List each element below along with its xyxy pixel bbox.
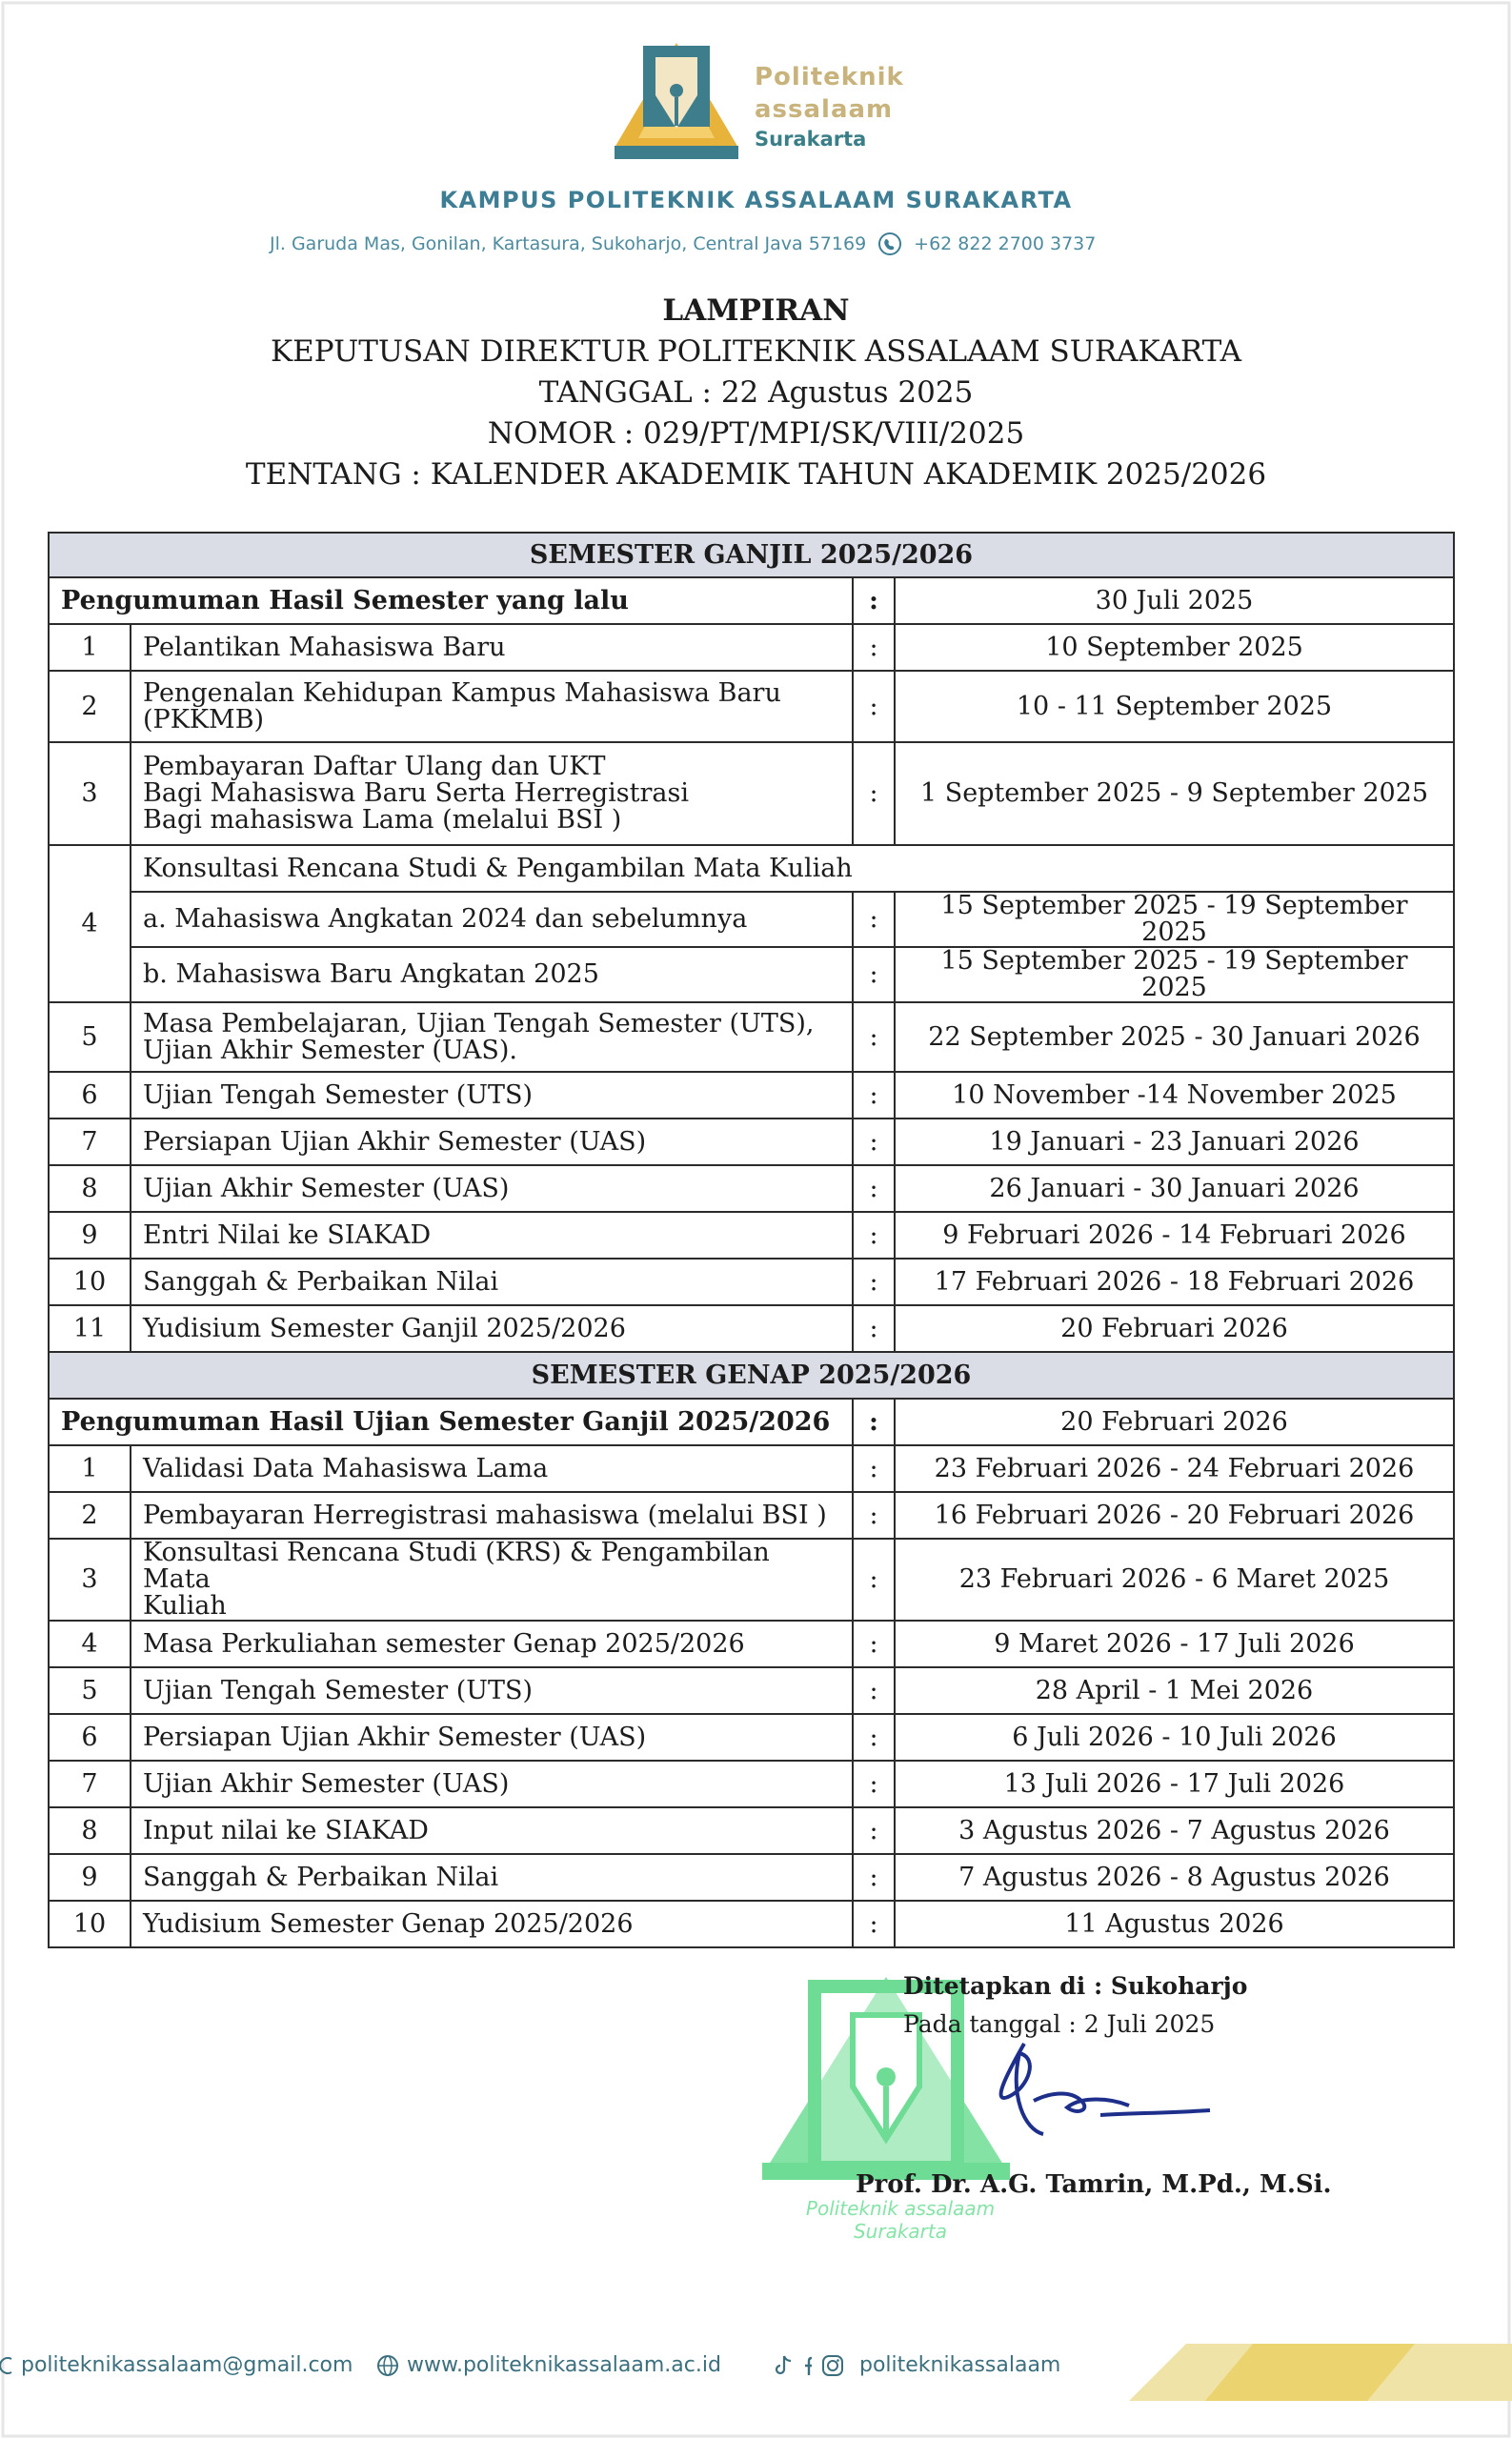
table-row — [49, 671, 1454, 742]
activity — [131, 671, 853, 742]
activity: Yudisium Semester Ganjil 2025/2026 — [131, 1305, 853, 1352]
row-number: 1 — [49, 1445, 131, 1492]
colon: : — [853, 577, 895, 624]
colon: : — [853, 742, 895, 845]
logo-text-line1: Politeknik — [755, 63, 904, 91]
activity-line: Ujian Akhir Semester (UAS). — [143, 1035, 518, 1065]
table-row — [49, 624, 1454, 671]
table-row — [49, 1072, 1454, 1119]
activity: Konsultasi Rencana Studi & Pengambilan Mata Kuliah — [131, 845, 1454, 892]
colon: : — [853, 1807, 895, 1854]
date-range: 20 Februari 2026 — [895, 1305, 1454, 1352]
row-number: 6 — [49, 1714, 131, 1761]
title-date: TANGGAL : 22 Agustus 2025 — [538, 375, 974, 410]
row-number: 7 — [49, 1761, 131, 1807]
globe-icon — [376, 2354, 399, 2377]
colon: : — [853, 624, 895, 671]
phone-icon — [877, 232, 902, 256]
table-row — [49, 1445, 1454, 1492]
logo-text-line3: Surakarta — [755, 128, 867, 151]
campus-name: KAMPUS POLITEKNIK ASSALAAM SURAKARTA — [439, 187, 1073, 213]
table-row — [49, 1165, 1454, 1212]
address-text: Jl. Garuda Mas, Gonilan, Kartasura, Sukoharjo, Central Java 57169 — [270, 233, 867, 254]
row-number: 5 — [49, 1667, 131, 1714]
table-row — [49, 1259, 1454, 1305]
table-row — [49, 1667, 1454, 1714]
colon: : — [853, 1854, 895, 1901]
date-range: 9 Februari 2026 - 14 Februari 2026 — [895, 1212, 1454, 1259]
date-range: 6 Juli 2026 - 10 Juli 2026 — [895, 1714, 1454, 1761]
email-text: politeknikassalaam@gmail.com — [21, 2353, 353, 2377]
footer-social[interactable] — [774, 2353, 1060, 2377]
date-range: 10 September 2025 — [895, 624, 1454, 671]
date-range: 7 Agustus 2026 - 8 Agustus 2026 — [895, 1854, 1454, 1901]
activity: Pelantikan Mahasiswa Baru — [131, 624, 853, 671]
facebook-icon — [800, 2354, 814, 2377]
logo-icon — [610, 38, 743, 167]
announcement-label: Pengumuman Hasil Ujian Semester Ganjil 2025/2026 — [49, 1399, 853, 1445]
announcement-date: 30 Juli 2025 — [895, 577, 1454, 624]
row-number: 9 — [49, 1854, 131, 1901]
footer — [0, 2346, 1512, 2389]
table-row — [49, 1807, 1454, 1854]
row-number: 2 — [49, 1492, 131, 1539]
date-range: 13 Juli 2026 - 17 Juli 2026 — [895, 1761, 1454, 1807]
table-row — [49, 892, 1454, 947]
colon: : — [853, 1667, 895, 1714]
footer-website[interactable] — [376, 2353, 721, 2377]
colon: : — [853, 1621, 895, 1667]
row-number: 7 — [49, 1119, 131, 1165]
colon: : — [853, 1399, 895, 1445]
activity-line: Pengenalan Kehidupan Kampus Mahasiswa Baru — [143, 677, 781, 708]
activity: Ujian Akhir Semester (UAS) — [131, 1165, 853, 1212]
date-range: 15 September 2025 - 19 September 2025 — [895, 947, 1454, 1002]
activity: Persiapan Ujian Akhir Semester (UAS) — [131, 1714, 853, 1761]
row-number: 8 — [49, 1165, 131, 1212]
signed-date: Pada tanggal : 2 Juli 2025 — [903, 2010, 1216, 2038]
colon: : — [853, 1761, 895, 1807]
activity-line: Konsultasi Rencana Studi (KRS) & Pengambilan Mata — [143, 1538, 770, 1594]
activity: Sanggah & Perbaikan Nilai — [131, 1259, 853, 1305]
date-range: 22 September 2025 - 30 Januari 2026 — [895, 1002, 1454, 1072]
table-row — [49, 1002, 1454, 1072]
colon: : — [853, 892, 895, 947]
activity: Sanggah & Perbaikan Nilai — [131, 1854, 853, 1901]
stamp-line1: Politeknik assalaam — [805, 2197, 996, 2220]
colon: : — [853, 1445, 895, 1492]
date-range: 10 November -14 November 2025 — [895, 1072, 1454, 1119]
table-row — [49, 1761, 1454, 1807]
date-range: 10 - 11 September 2025 — [895, 671, 1454, 742]
footer-email[interactable] — [0, 2353, 353, 2377]
activity: Masa Perkuliahan semester Genap 2025/2026 — [131, 1621, 853, 1667]
colon: : — [853, 1119, 895, 1165]
activity-line: Masa Pembelajaran, Ujian Tengah Semester (UTS), — [143, 1008, 815, 1038]
tiktok-icon — [774, 2354, 793, 2377]
date-range: 17 Februari 2026 - 18 Februari 2026 — [895, 1259, 1454, 1305]
row-number: 6 — [49, 1072, 131, 1119]
activity: Ujian Tengah Semester (UTS) — [131, 1072, 853, 1119]
activity — [131, 742, 853, 845]
colon: : — [853, 1714, 895, 1761]
row-number: 4 — [49, 845, 131, 1002]
email-icon — [0, 2355, 13, 2376]
title-number: NOMOR : 029/PT/MPI/SK/VIII/2025 — [487, 416, 1025, 451]
colon: : — [853, 1492, 895, 1539]
colon: : — [853, 1901, 895, 1947]
colon: : — [853, 1539, 895, 1621]
semester-genap-header-row — [49, 1352, 1454, 1399]
address-line — [270, 232, 1096, 256]
row-number: 11 — [49, 1305, 131, 1352]
row-number: 5 — [49, 1002, 131, 1072]
signer-name: Prof. Dr. A.G. Tamrin, M.Pd., M.Si. — [856, 2170, 1332, 2199]
date-range: 9 Maret 2026 - 17 Juli 2026 — [895, 1621, 1454, 1667]
activity: Validasi Data Mahasiswa Lama — [131, 1445, 853, 1492]
table-row — [49, 1854, 1454, 1901]
placed-at: Ditetapkan di : Sukoharjo — [903, 1972, 1248, 2000]
semester-ganjil-header-row — [49, 533, 1454, 577]
row-number: 10 — [49, 1901, 131, 1947]
date-range: 26 Januari - 30 Januari 2026 — [895, 1165, 1454, 1212]
table-row — [49, 1119, 1454, 1165]
logo-text-line2: assalaam — [755, 95, 894, 124]
activity: Entri Nilai ke SIAKAD — [131, 1212, 853, 1259]
table-row — [49, 1539, 1454, 1621]
date-range: 28 April - 1 Mei 2026 — [895, 1667, 1454, 1714]
table-row — [49, 1621, 1454, 1667]
activity: Yudisium Semester Genap 2025/2026 — [131, 1901, 853, 1947]
activity: Pembayaran Herregistrasi mahasiswa (melalui BSI ) — [131, 1492, 853, 1539]
activity: Input nilai ke SIAKAD — [131, 1807, 853, 1854]
table-row — [49, 1901, 1454, 1947]
activity-sub-b: b. Mahasiswa Baru Angkatan 2025 — [131, 947, 853, 1002]
table-row — [49, 742, 1454, 845]
colon: : — [853, 1165, 895, 1212]
announcement-label: Pengumuman Hasil Semester yang lalu — [49, 577, 853, 624]
stamp-line2: Surakarta — [853, 2220, 947, 2243]
activity: Persiapan Ujian Akhir Semester (UAS) — [131, 1119, 853, 1165]
table-row — [49, 845, 1454, 892]
date-range: 15 September 2025 - 19 September 2025 — [895, 892, 1454, 947]
activity-line: Pembayaran Daftar Ulang dan UKT — [143, 752, 606, 781]
title-block — [0, 291, 1512, 495]
colon: : — [853, 1212, 895, 1259]
activity-line: (PKKMB) — [143, 704, 265, 735]
row-number: 1 — [49, 624, 131, 671]
website-text: www.politeknikassalaam.ac.id — [407, 2353, 721, 2377]
date-range: 16 Februari 2026 - 20 Februari 2026 — [895, 1492, 1454, 1539]
academic-calendar-table — [48, 532, 1455, 1948]
date-range: 3 Agustus 2026 - 7 Agustus 2026 — [895, 1807, 1454, 1854]
activity-line: Bagi mahasiswa Lama (melalui BSI ) — [143, 805, 622, 835]
phone-number: +62 822 2700 3737 — [914, 233, 1097, 254]
table-row — [49, 1305, 1454, 1352]
row-number: 3 — [49, 742, 131, 845]
table-row — [49, 577, 1454, 624]
row-number: 2 — [49, 671, 131, 742]
activity: Ujian Akhir Semester (UAS) — [131, 1761, 853, 1807]
announcement-date: 20 Februari 2026 — [895, 1399, 1454, 1445]
logo-wordmark — [755, 61, 904, 152]
row-number: 3 — [49, 1539, 131, 1621]
instagram-icon — [821, 2354, 844, 2377]
date-range: 23 Februari 2026 - 6 Maret 2025 — [895, 1539, 1454, 1621]
activity — [131, 1539, 853, 1621]
social-handle: politeknikassalaam — [859, 2353, 1061, 2377]
date-range: 23 Februari 2026 - 24 Februari 2026 — [895, 1445, 1454, 1492]
table-row — [49, 1492, 1454, 1539]
activity-line: Bagi Mahasiswa Baru Serta Herregistrasi — [143, 778, 689, 808]
handwritten-signature-icon — [986, 2039, 1215, 2144]
table-row — [49, 1714, 1454, 1761]
row-number: 8 — [49, 1807, 131, 1854]
colon: : — [853, 1305, 895, 1352]
row-number: 4 — [49, 1621, 131, 1667]
date-range: 11 Agustus 2026 — [895, 1901, 1454, 1947]
title-lampiran: LAMPIRAN — [662, 293, 850, 328]
activity-sub-a: a. Mahasiswa Angkatan 2024 dan sebelumnya — [131, 892, 853, 947]
semester-genap-header: SEMESTER GENAP 2025/2026 — [49, 1352, 1454, 1399]
signature-block — [903, 1967, 1247, 2044]
date-range: 19 Januari - 23 Januari 2026 — [895, 1119, 1454, 1165]
table-row — [49, 947, 1454, 1002]
table-row — [49, 1399, 1454, 1445]
colon: : — [853, 947, 895, 1002]
date-range: 1 September 2025 - 9 September 2025 — [895, 742, 1454, 845]
row-number: 9 — [49, 1212, 131, 1259]
colon: : — [853, 1002, 895, 1072]
title-decree: KEPUTUSAN DIREKTUR POLITEKNIK ASSALAAM SURAKARTA — [270, 334, 1242, 369]
colon: : — [853, 671, 895, 742]
row-number: 10 — [49, 1259, 131, 1305]
colon: : — [853, 1072, 895, 1119]
activity-line: Kuliah — [143, 1591, 227, 1621]
table-row — [49, 1212, 1454, 1259]
stamp-text — [762, 2197, 1038, 2243]
activity — [131, 1002, 853, 1072]
semester-ganjil-header: SEMESTER GANJIL 2025/2026 — [49, 533, 1454, 577]
activity: Ujian Tengah Semester (UTS) — [131, 1667, 853, 1714]
colon: : — [853, 1259, 895, 1305]
title-subject: TENTANG : KALENDER AKADEMIK TAHUN AKADEMIK 2025/2026 — [245, 457, 1267, 492]
